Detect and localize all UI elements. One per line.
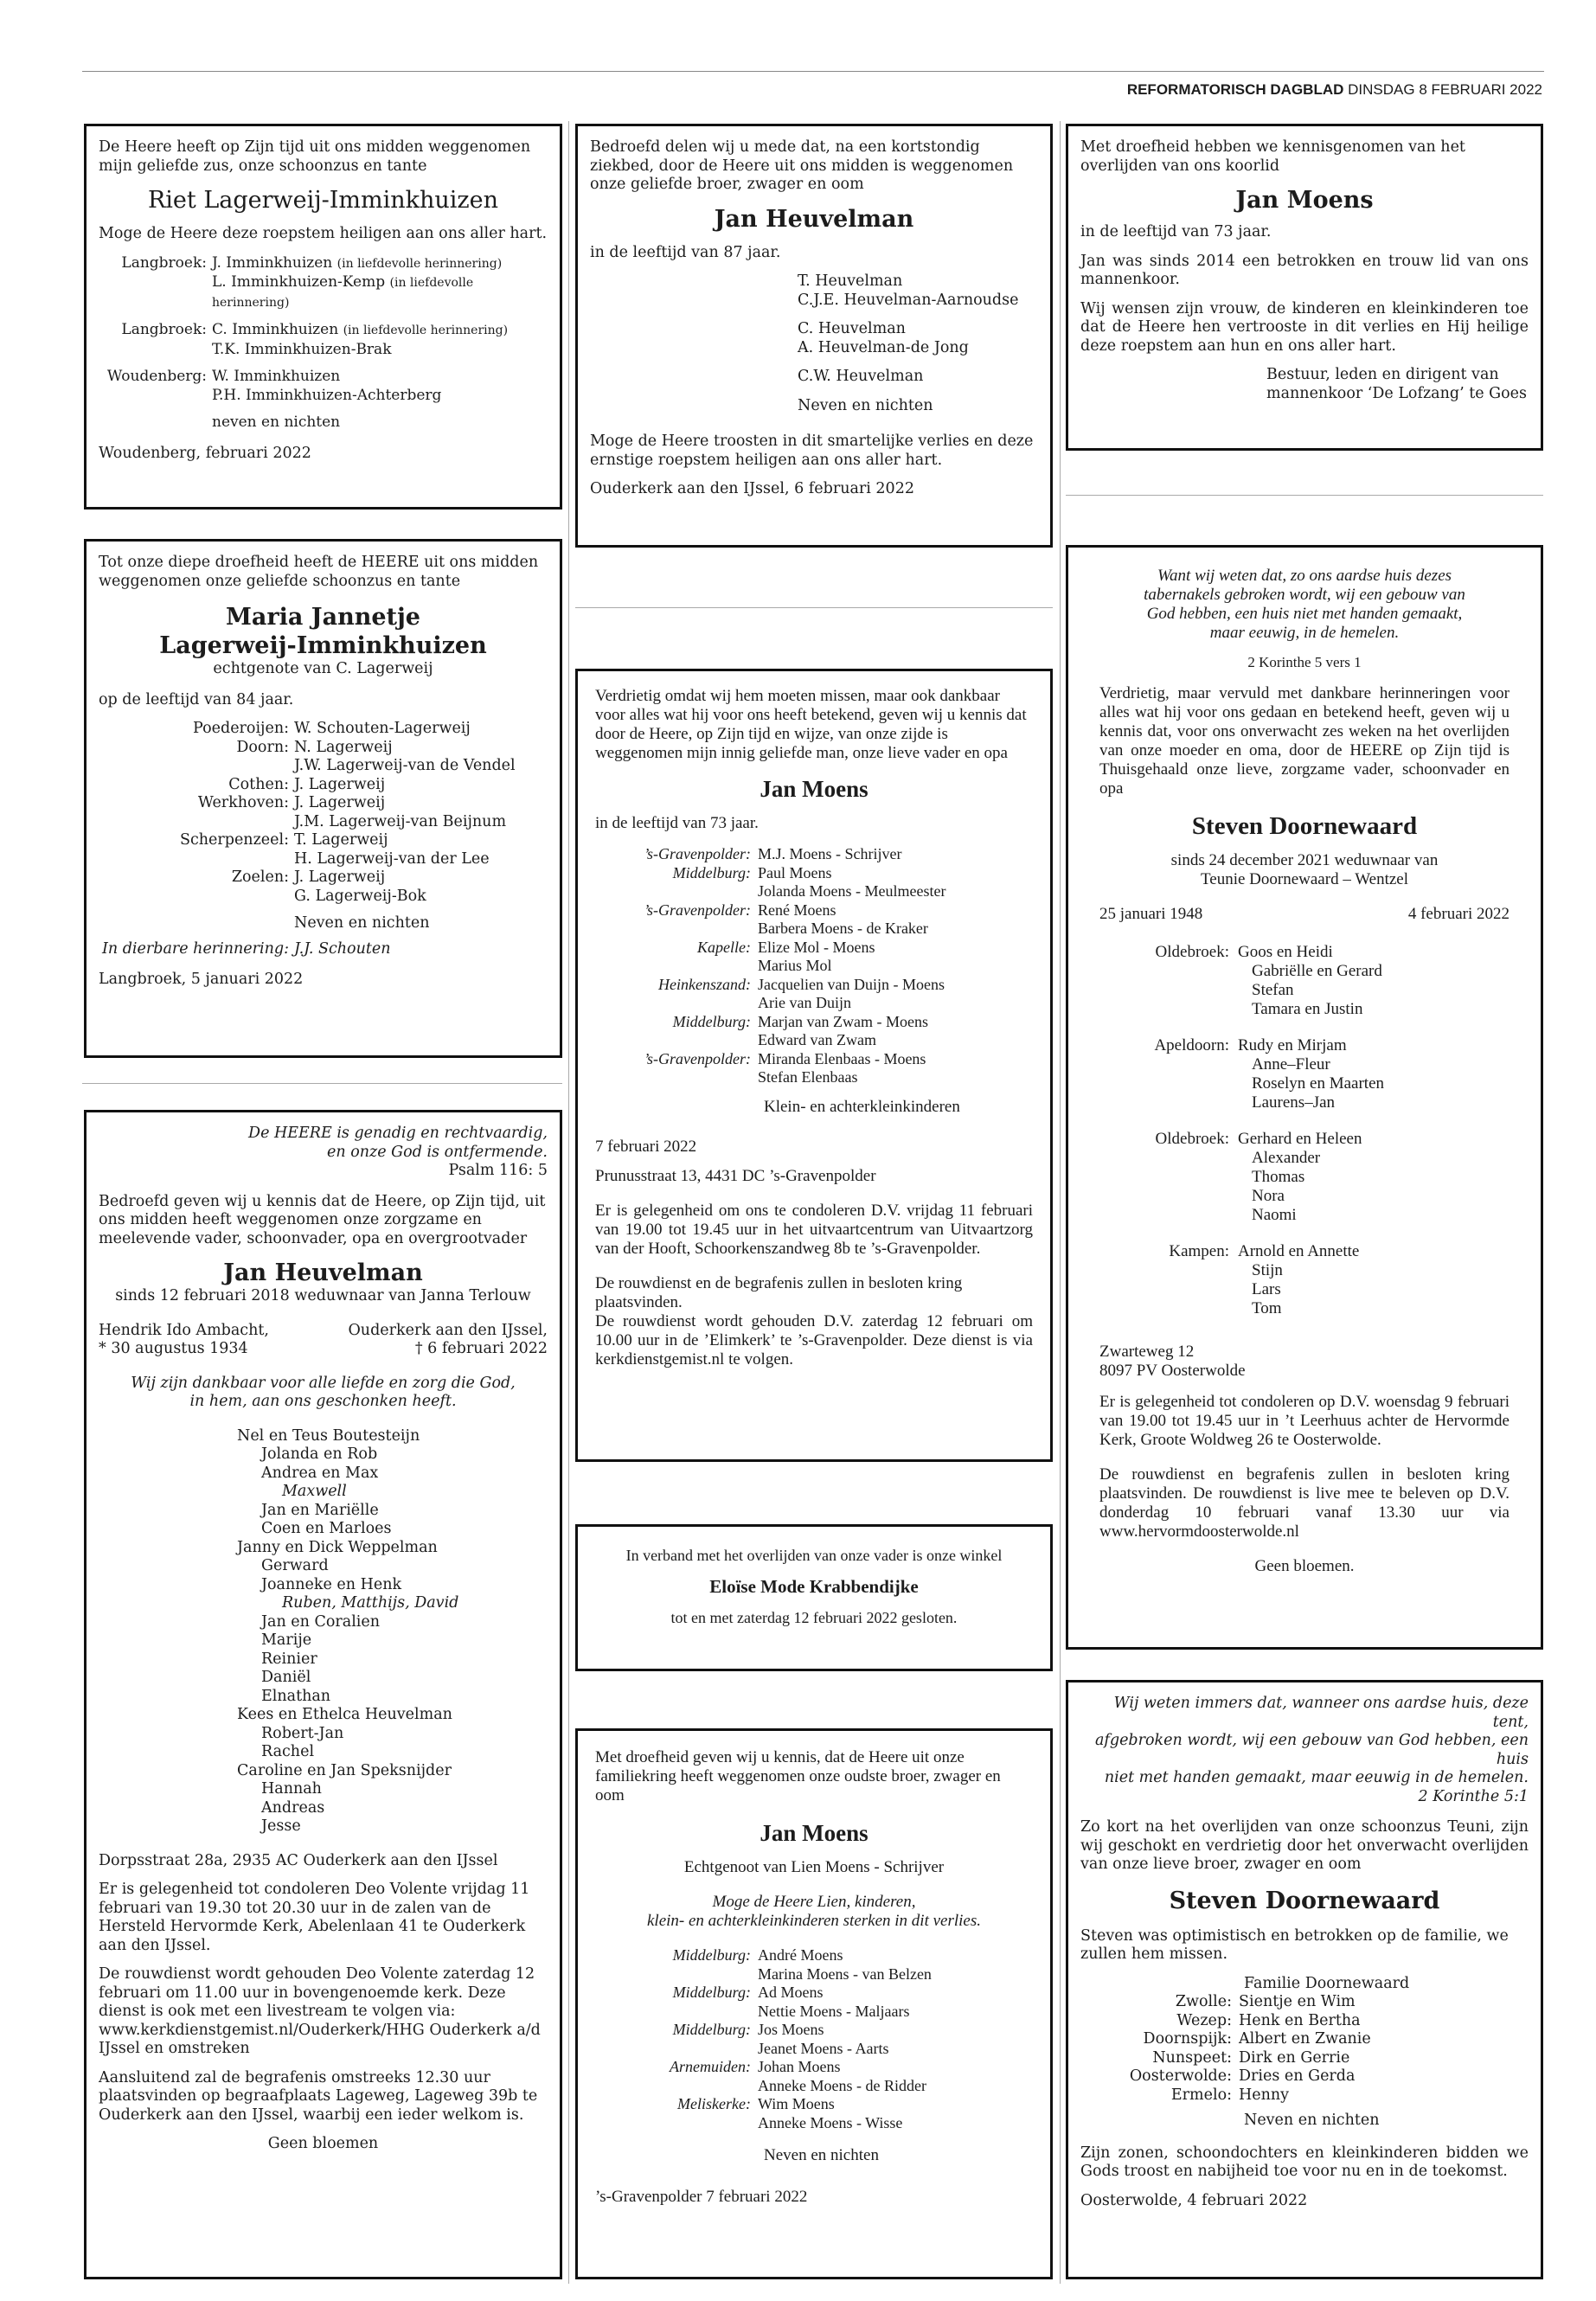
- family-member: Jesse: [261, 1817, 301, 1835]
- family-location: Apeldoorn:: [1154, 1036, 1229, 1054]
- family-member: Gerhard en Heleen: [1238, 1130, 1362, 1148]
- family-location: [595, 1031, 751, 1050]
- family-member: H. Lagerweij-van der Lee: [294, 849, 490, 868]
- family-group: [1099, 1036, 1509, 1112]
- family-member: Jacquelien van Duijn - Moens: [758, 975, 945, 993]
- masthead: REFORMATORISCH DAGBLAD DINSDAG 8 FEBRUARI 2022: [1126, 81, 1542, 98]
- family-list: [1080, 1993, 1529, 2105]
- family-location: ’s-Gravenpolder:: [644, 1049, 751, 1067]
- family-location: ’s-Gravenpolder:: [644, 901, 751, 919]
- place-date: Woudenberg, februari 2022: [99, 444, 311, 462]
- family-location: [99, 888, 289, 907]
- family-member: G. Lagerweij-Bok: [294, 887, 426, 905]
- intro-text: Met droefheid hebben we kennisgenomen van het overlijden van ons koorlid: [1080, 138, 1465, 175]
- deceased-name: Jan Moens: [1235, 187, 1374, 214]
- family-list: Langbroek: J. Imminkhuizen (in liefdevolle herinnering) L. Imminkhuizen-Kemp (in liefdevolle herinnering) Langbroek: C. Imminkhuizen (in liefdevolle herinnering) T.K. Imminkhuizen-Brak Woudenberg: W. Imminkhuizen P.H. Imminkhuizen-Achterberg neven en nichten: [106, 253, 509, 431]
- family-member: Marina Moens - van Belzen: [758, 1965, 932, 1983]
- family-member: Anne–Fleur: [1252, 1055, 1330, 1074]
- family-location: Cothen:: [228, 775, 289, 793]
- family-member: Anneke Moens - Wisse: [758, 2113, 903, 2131]
- family-list: [99, 720, 548, 906]
- family-location: [595, 2114, 751, 2133]
- age-line: in de leeftijd van 87 jaar.: [590, 243, 781, 261]
- condolence-text: Er is gelegenheid tot condoleren Deo Volente vrijdag 11 februari van 19.30 tot 20.30 uur in de zalen van de Hersteld Hervormde Kerk, Abelenlaan 41 te Ouderkerk aan den IJssel.: [99, 1881, 530, 1954]
- deceased-surname: Lagerweij-Imminkhuizen: [159, 632, 487, 659]
- verse-reference: Psalm 116: 5: [448, 1162, 548, 1179]
- family-member: M.J. Moens - Schrijver: [758, 845, 902, 862]
- family-member: André Moens: [758, 1946, 843, 1964]
- family-member: Jolanda Moens - Meulmeester: [758, 882, 946, 900]
- family-location: [595, 2003, 751, 2022]
- family-member: Marius Mol: [758, 957, 832, 974]
- spouse-line: echtgenote van C. Lagerweij: [213, 660, 433, 677]
- family-member: Janny en Dick Weppelman: [237, 1538, 438, 1556]
- wish-text: Wij wensen zijn vrouw, de kinderen en kleinkinderen toe dat de Heere hen vertrooste in dit verlies en Hij heilige deze roepstem aan hun en ons aller hart.: [1080, 299, 1529, 355]
- family-location: [595, 1965, 751, 1984]
- family-head: Familie Doornewaard: [1244, 1974, 1410, 1992]
- family-member: Kees en Ethelca Heuvelman: [237, 1706, 452, 1723]
- burial-text: Aansluitend zal de begrafenis omstreeks 12.30 uur plaatsvinden op begraafplaats Lageweg, Lageweg 39b te Ouderkerk aan den IJssel, waarbij een ieder welkom is.: [99, 2068, 538, 2124]
- family-location: Zoelen:: [231, 868, 289, 886]
- family-location: Doorn:: [236, 738, 289, 756]
- family-member: Tom: [1252, 1299, 1282, 1317]
- intro-text: Verdrietig, maar vervuld met dankbare herinneringen voor alles wat hij voor ons gedaan en betekend heeft, geven wij u kennis dat, voor ons onverwacht zes weken na het overlijden van onze moeder en oma, door de HEERE op Zijn tijd is Thuisgehaald onze lieve, zorgzame vader, schoonvader en opa: [1099, 684, 1509, 798]
- family-member: Jolanda en Rob: [261, 1445, 378, 1463]
- service-text: De rouwdienst wordt gehouden D.V. zaterdag 12 februari om 10.00 uur in de ’Elimkerk’ te ’s-Gravenpolder. Deze dienst is via kerkdienstgemist.nl te volgen.: [595, 1311, 1033, 1368]
- family-location: [99, 813, 289, 832]
- age-line: op de leeftijd van 84 jaar.: [99, 690, 294, 708]
- top-rule: [82, 71, 1544, 72]
- family-location: Heinkenszand:: [658, 975, 751, 993]
- place-date: ’s-Gravenpolder 7 februari 2022: [595, 2188, 808, 2206]
- family-location: Oldebroek:: [1155, 1130, 1229, 1148]
- intro-text: Bedroefd delen wij u mede dat, na een kortstondig ziekbed, door de Heere uit ons midden is weggenomen onze geliefde broer, zwager en oom: [590, 138, 1014, 193]
- family-list: [595, 845, 1033, 1087]
- family-member: T. Lagerweij: [294, 831, 388, 849]
- family-group: [1099, 1242, 1509, 1318]
- no-flowers: Geen bloemen.: [1254, 1557, 1355, 1575]
- family-group: [1099, 1130, 1509, 1225]
- family-member: Gabriëlle en Gerard: [1252, 962, 1382, 980]
- family-member: Anneke Moens - de Ridder: [758, 2076, 926, 2094]
- family-location: Doornspijk:: [1143, 2030, 1232, 2048]
- family-member: Daniël: [261, 1669, 311, 1686]
- family-member: Dries en Gerda: [1239, 2067, 1356, 2085]
- nephews-line: Neven en nichten: [294, 914, 430, 932]
- private-text: De rouwdienst en de begrafenis zullen in besloten kring plaatsvinden.: [595, 1273, 963, 1311]
- obituary-maria-lagerweij: [84, 539, 562, 1058]
- deceased-name: Steven Doornewaard: [1191, 812, 1418, 840]
- no-flowers: Geen bloemen: [267, 2135, 379, 2152]
- bible-verse: Wij weten immers dat, wanneer ons aardse huis, deze tent, afgebroken wordt, wij een gebouw van God hebben, een huis niet met handen gemaakt, maar eeuwig in de hemelen. 2 Korinthe 5:1: [1094, 1695, 1529, 1805]
- bible-verse: De HEERE is genadig en rechtvaardig, en onze God is ontfermende.: [248, 1125, 548, 1161]
- obituary-jan-heuvelman-siblings: [575, 124, 1053, 548]
- family-location: Meliskerke:: [677, 2095, 751, 2112]
- family-location: Poederoijen:: [193, 720, 289, 737]
- family-member: Barbera Moens - de Kraker: [758, 920, 928, 937]
- intro-text: Zo kort na het overlijden van onze schoonzus Teuni, zijn wij geschokt en verdrietig door het onverwacht overlijden van onze lieve broer, zwager en oom: [1080, 1818, 1529, 1873]
- family-member: Laurens–Jan: [1252, 1093, 1336, 1112]
- obituary-jan-heuvelman-family: [84, 1110, 562, 2279]
- place-date: Langbroek, 5 januari 2022: [99, 971, 304, 988]
- family-member: Reinier: [261, 1650, 317, 1668]
- family-member: Edward van Zwam: [758, 1031, 876, 1048]
- nephews-line: Neven en nichten: [764, 2146, 879, 2164]
- family-member: Coen en Marloes: [261, 1520, 392, 1537]
- family-member: Sientje en Wim: [1239, 1993, 1356, 2010]
- intro-text: Verdrietig omdat wij hem moeten missen, maar ook dankbaar voor alles wat hij voor ons heeft betekend, geven wij u kennis dat door de Heere, op Zijn tijd en wijze, van onze zijde is weggenomen mijn innig geliefde man, onze lieve vader en opa: [595, 687, 1027, 762]
- family-member: Ad Moens: [758, 1984, 824, 2001]
- family-location: Wezep:: [1176, 2011, 1232, 2029]
- family-location: Oosterwolde:: [1129, 2067, 1232, 2085]
- family-member: Andrea en Max: [261, 1464, 379, 1482]
- bible-verse: Want wij weten dat, zo ons aardse huis dezes tabernakels gebroken wordt, wij een gebouw van God hebben, een huis niet met handen gemaakt, maar eeuwig, in de hemelen.: [1144, 567, 1465, 642]
- condolence-text: Er is gelegenheid om ons te condoleren D.V. vrijdag 11 februari van 19.00 tot 19.45 uur in het uitvaartcentrum van Uitvaartzorg van der Hooft, Schoorkenszandweg 8b te ’s-Gravenpolder.: [595, 1201, 1033, 1258]
- family-member: René Moens: [758, 901, 836, 919]
- family-member: Marjan van Zwam - Moens: [758, 1012, 928, 1030]
- family-member: Jan en Coralien: [261, 1612, 381, 1631]
- deceased-name: Maria Jannetje: [226, 604, 420, 631]
- family-member: N. Lagerweij: [294, 738, 393, 756]
- family-member: Paul Moens: [758, 863, 832, 881]
- section-separator: [575, 607, 1053, 608]
- deceased-name: Jan Heuvelman: [223, 1259, 423, 1286]
- family-member: Tamara en Justin: [1252, 1000, 1363, 1018]
- prayer-text: Zijn zonen, schoondochters en kleinkinderen bidden we Gods troost en nabijheid toe voor nu en in de toekomst.: [1080, 2144, 1529, 2180]
- address: Zwarteweg 12 8097 PV Oosterwolde: [1099, 1343, 1246, 1380]
- family-member: Nora: [1252, 1187, 1285, 1205]
- obituary-jan-moens-family: [575, 669, 1053, 1462]
- family-member: Albert en Zwanie: [1239, 2030, 1371, 2048]
- family-member: J. Lagerweij: [294, 868, 386, 886]
- family-location: ’s-Gravenpolder:: [644, 845, 751, 862]
- family-location: Nunspeet:: [1152, 2048, 1232, 2067]
- family-member: Jan en Mariëlle: [261, 1501, 379, 1519]
- obituary-steven-doornewaard-family: [1066, 545, 1543, 1650]
- address: Prunusstraat 13, 4431 DC ’s-Gravenpolder: [595, 1166, 876, 1185]
- family-member: Stefan: [1252, 981, 1294, 999]
- family-location: Kapelle:: [697, 938, 751, 956]
- verse-text: Moge de Heere troosten in dit smartelijke verlies en deze ernstige roepstem heiligen aan ons aller hart.: [590, 433, 1034, 469]
- column-separator: [1060, 121, 1061, 2284]
- verse-reference: 2 Korinthe 5 vers 1: [1247, 654, 1362, 670]
- place-date: Ouderkerk aan den IJssel, 6 februari 2022: [590, 480, 914, 497]
- family-member: Henk en Bertha: [1239, 2011, 1361, 2029]
- family-location: Arnemuiden:: [670, 2058, 751, 2075]
- wish-text: Moge de Heere Lien, kinderen, klein- en achterkleinkinderen sterken in dit verlies.: [646, 1893, 981, 1930]
- deceased-name: Jan Moens: [760, 1820, 869, 1846]
- family-location: Scherpenzeel:: [179, 831, 289, 849]
- deceased-name: Jan Moens: [760, 776, 869, 802]
- section-separator: [1066, 495, 1543, 496]
- family-location: Middelburg:: [672, 2021, 751, 2038]
- address: Dorpsstraat 28a, 2935 AC Ouderkerk aan den IJssel: [99, 1851, 498, 1869]
- family-member: Thomas: [1252, 1168, 1305, 1186]
- family-member: Rudy en Mirjam: [1238, 1036, 1347, 1054]
- family-location: [595, 957, 751, 976]
- family-member: Andreas: [261, 1798, 325, 1817]
- date-line: 7 februari 2022: [595, 1137, 697, 1156]
- family-member: Dirk en Gerrie: [1239, 2048, 1350, 2067]
- obituary-jan-moens-siblings: [575, 1728, 1053, 2279]
- family-member: Johan Moens: [758, 2058, 841, 2075]
- section-separator: [82, 1083, 562, 1084]
- service-text: De rouwdienst wordt gehouden Deo Volente zaterdag 12 februari om 11.00 uur in bovengenoemde kerk. Deze dienst is ook met een livestream te volgen via: www.kerkdienstgemist.nl/Ouderkerk/HHG Ouderkerk a/d IJssel en omstreken: [99, 1965, 541, 2057]
- obituary-steven-doornewaard-siblings: [1066, 1680, 1543, 2279]
- family-member: Henny: [1239, 2086, 1290, 2104]
- family-member: J.W. Lagerweij-van de Vendel: [294, 757, 516, 774]
- family-member: Elize Mol - Moens: [758, 938, 875, 956]
- family-members: [1238, 943, 1509, 1019]
- family-member: J. Lagerweij: [294, 775, 386, 793]
- family-member: Joanneke en Henk: [261, 1575, 402, 1593]
- family-member: J. Lagerweij: [294, 794, 386, 811]
- family-member: Nel en Teus Boutesteijn: [237, 1426, 420, 1445]
- family-location: [595, 994, 751, 1013]
- family-member: Gerward: [261, 1557, 329, 1574]
- family-location: [595, 1068, 751, 1087]
- obituary-jan-moens-choir: [1066, 124, 1543, 451]
- verse-text: Moge de Heere deze roepstem heiligen aan ons aller hart.: [99, 225, 548, 242]
- age-line: in de leeftijd van 73 jaar.: [595, 814, 759, 832]
- member-text: Jan was sinds 2014 een betrokken en trouw lid van ons mannenkoor.: [1080, 252, 1529, 288]
- family-member: Lars: [1252, 1280, 1281, 1298]
- deceased-name: Jan Heuvelman: [714, 205, 914, 233]
- family-location: Werkhoven:: [197, 794, 289, 811]
- family-member: Jos Moens: [758, 2021, 824, 2038]
- family-location: Middelburg:: [672, 1012, 751, 1030]
- family-location: Oldebroek:: [1155, 943, 1229, 961]
- family-member: Jeanet Moens - Aarts: [758, 2039, 889, 2057]
- remembrance-text: Steven was optimistisch en betrokken op de familie, we zullen hem missen.: [1080, 1926, 1509, 1963]
- life-dates: Hendrik Ido Ambacht, * 30 augustus 1934 Ouderkerk aan den IJssel, † 6 februari 2022: [99, 1321, 548, 1357]
- family-list: [99, 1427, 548, 1836]
- family-list: [595, 1946, 1033, 2132]
- family-member: Nettie Moens - Maljaars: [758, 2002, 910, 2020]
- family-location: Middelburg:: [672, 1946, 751, 1964]
- family-location: Zwolle:: [1175, 1993, 1232, 2010]
- family-members: [1238, 1242, 1509, 1318]
- shop-closure-notice: [575, 1524, 1053, 1671]
- family-member: Stijn: [1252, 1261, 1283, 1279]
- family-location: [595, 920, 751, 939]
- widower-line: sinds 12 februari 2018 weduwnaar van Janna Terlouw: [115, 1287, 531, 1304]
- family-members: [1238, 1036, 1509, 1112]
- family-location: [595, 882, 751, 901]
- life-dates: 25 januari 1948 4 februari 2022: [1099, 905, 1509, 923]
- obituary-riet-lagerweij: [84, 124, 562, 510]
- family-location: [99, 850, 289, 869]
- family-member: Arnold en Annette: [1238, 1242, 1360, 1260]
- family-location: Middelburg:: [672, 863, 751, 881]
- column-separator: [568, 121, 569, 2284]
- family-member: Robert-Jan: [261, 1724, 344, 1742]
- nephews-line: Neven en nichten: [1244, 2112, 1380, 2129]
- thanks-text: Wij zijn dankbaar voor alle liefde en zorg die God, in hem, aan ons geschonken heeft.: [131, 1374, 516, 1410]
- signature: Bestuur, leden en dirigent van mannenkoor ‘De Lofzang’ te Goes: [1266, 366, 1528, 402]
- deceased-name: Riet Lagerweij-Imminkhuizen: [147, 187, 499, 214]
- family-member: Elnathan: [261, 1687, 331, 1705]
- family-member: Miranda Elenbaas - Moens: [758, 1049, 926, 1067]
- family-member: Ruben, Matthijs, David: [282, 1594, 459, 1612]
- family-member: Stefan Elenbaas: [758, 1068, 858, 1086]
- family-location: Kampen:: [1169, 1242, 1229, 1260]
- intro-text: Met droefheid geven wij u kennis, dat de Heere uit onze familiekring heeft weggenomen onze oudste broer, zwager en oom: [595, 1748, 1001, 1804]
- family-group: [1099, 943, 1509, 1019]
- memory-line: In dierbare herinnering: J.J. Schouten: [101, 939, 391, 958]
- family-member: W. Schouten-Lagerweij: [294, 720, 471, 737]
- intro-text: Bedroefd geven wij u kennis dat de Heere, op Zijn tijd, uit ons midden heeft weggenomen onze zorgzame en meelevende vader, schoonvader, opa en overgrootvader: [99, 1192, 546, 1247]
- service-text: De rouwdienst en begrafenis zullen in besloten kring plaatsvinden. De rouwdienst is live mee te beleven op D.V. donderdag 10 februari vanaf 13.30 uur via www.hervormdoosterwolde.nl: [1099, 1465, 1509, 1541]
- family-list: T. Heuvelman C.J.E. Heuvelman-Aarnoudse C. Heuvelman A. Heuvelman-de Jong C.W. Heuvelman Neven en nichten: [798, 272, 1019, 414]
- family-list: [1099, 943, 1509, 1318]
- family-members: [1238, 1130, 1509, 1225]
- family-member: Roselyn en Maarten: [1252, 1074, 1385, 1093]
- notice-line: In verband met het overlijden van onze vader is onze winkel: [625, 1547, 1003, 1564]
- condolence-text: Er is gelegenheid tot condoleren op D.V. woensdag 9 februari van 19.00 tot 19.45 uur in ’t Leerhuus achter de Hervormde Kerk, Groote Woldweg 26 te Oosterwolde.: [1099, 1393, 1509, 1449]
- notice-line: tot en met zaterdag 12 februari 2022 gesloten.: [670, 1609, 958, 1626]
- family-location: [595, 2077, 751, 2096]
- intro-text: De Heere heeft op Zijn tijd uit ons midden weggenomen mijn geliefde zus, onze schoonzus en tante: [99, 138, 531, 175]
- family-location: Middelburg:: [672, 1984, 751, 2001]
- family-member: Naomi: [1252, 1206, 1297, 1224]
- place-date: Oosterwolde, 4 februari 2022: [1080, 2191, 1308, 2209]
- family-member: Rachel: [261, 1743, 315, 1760]
- shop-name: Eloïse Mode Krabbendijke: [709, 1576, 919, 1597]
- family-location: Ermelo:: [1170, 2086, 1232, 2104]
- family-member: J.M. Lagerweij-van Beijnum: [294, 812, 507, 830]
- deceased-name: Steven Doornewaard: [1169, 1887, 1440, 1914]
- widower-line: sinds 24 december 2021 weduwnaar van Teunie Doornewaard – Wentzel: [1170, 851, 1439, 888]
- family-member: Maxwell: [282, 1483, 347, 1500]
- family-member: Marije: [261, 1631, 312, 1649]
- family-member: Wim Moens: [758, 2095, 835, 2112]
- spouse-line: Echtgenoot van Lien Moens - Schrijver: [683, 1858, 945, 1876]
- family-location: [99, 757, 289, 776]
- grandchildren-line: Klein- en achterkleinkinderen: [764, 1097, 960, 1116]
- family-member: Goos en Heidi: [1238, 943, 1333, 961]
- intro-text: Tot onze diepe droefheid heeft de HEERE uit ons midden weggenomen onze geliefde schoonzus en tante: [99, 554, 539, 590]
- family-member: Arie van Duijn: [758, 994, 851, 1011]
- family-location: [595, 2040, 751, 2059]
- family-member: Caroline en Jan Speksnijder: [237, 1761, 452, 1779]
- age-line: in de leeftijd van 73 jaar.: [1080, 223, 1272, 240]
- family-member: Alexander: [1252, 1149, 1321, 1167]
- family-member: Hannah: [261, 1780, 322, 1798]
